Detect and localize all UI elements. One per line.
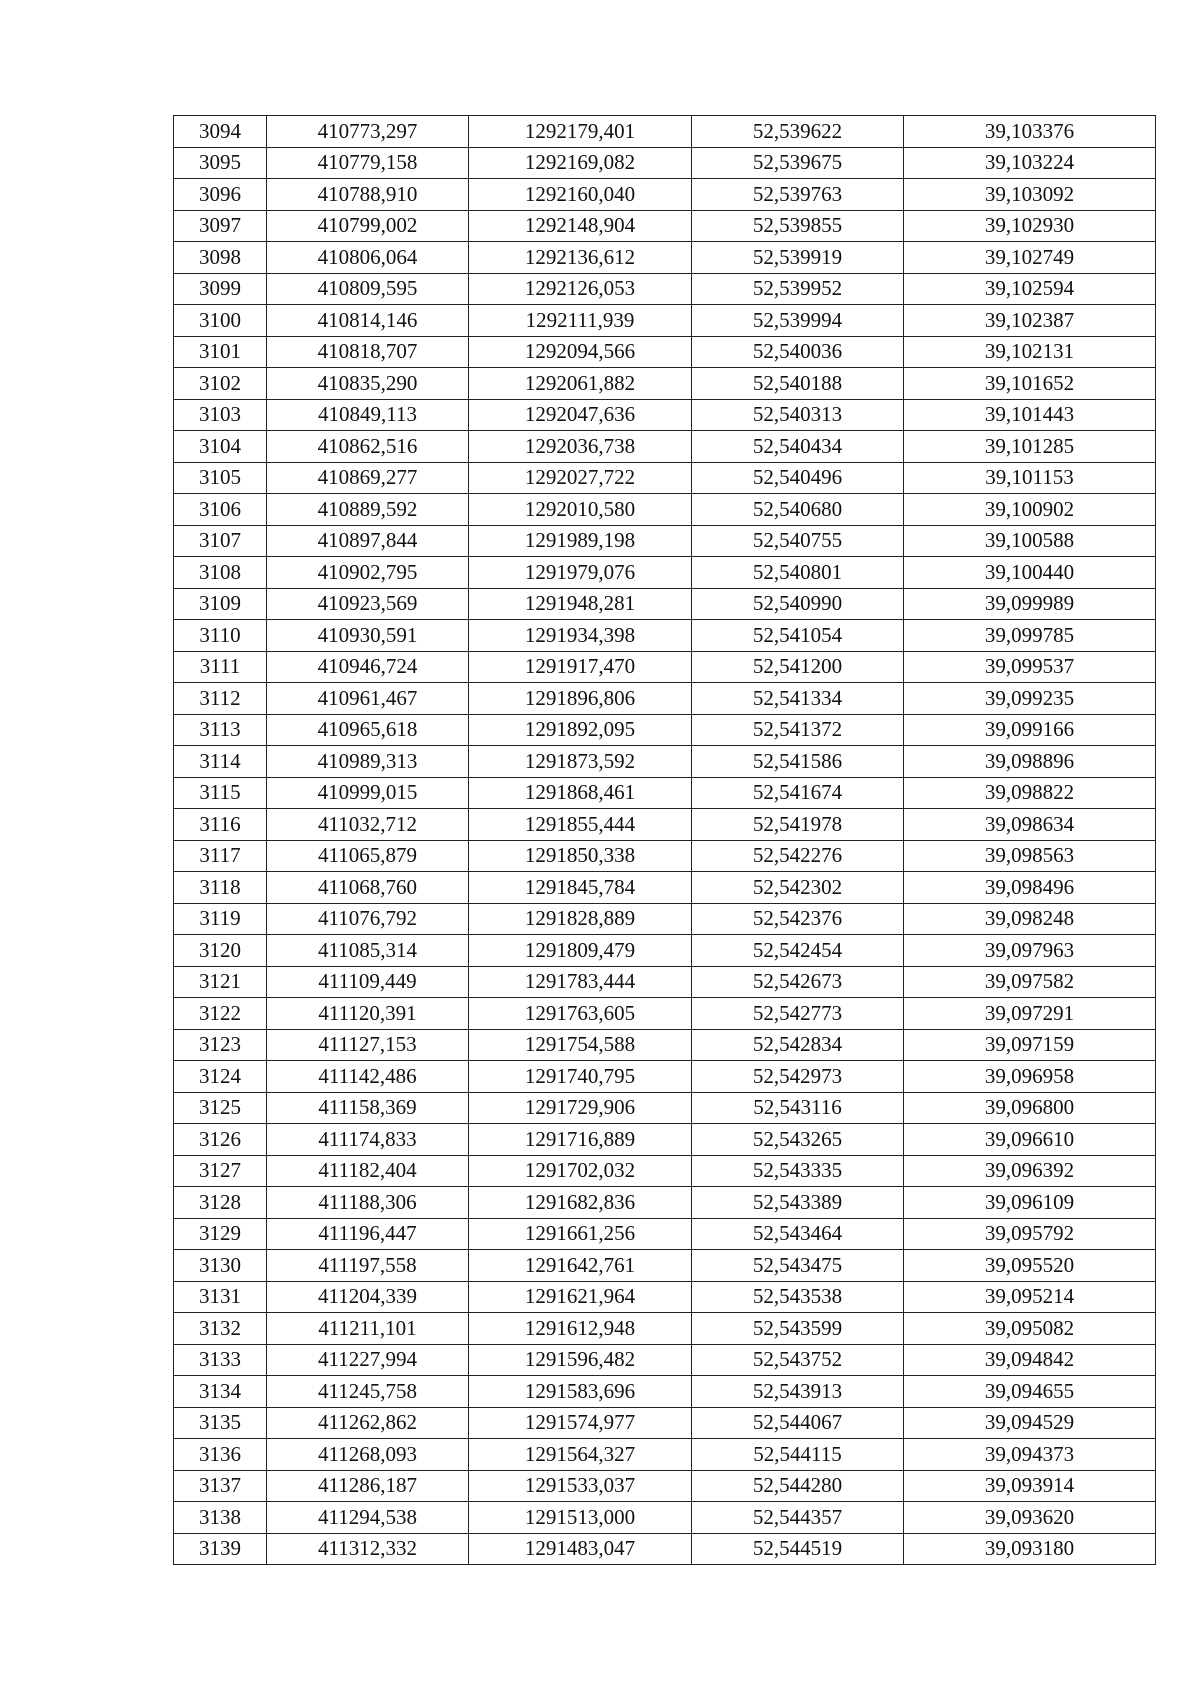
latitude-cell: 52,540434: [692, 431, 904, 463]
point-number-cell: 3136: [174, 1439, 267, 1471]
latitude-cell: 52,541054: [692, 620, 904, 652]
point-number-cell: 3138: [174, 1502, 267, 1534]
y-coordinate-cell: 1291828,889: [469, 903, 692, 935]
table-row: [174, 746, 1156, 778]
latitude-cell: 52,540313: [692, 399, 904, 431]
table-row: [174, 399, 1156, 431]
y-coordinate-cell: 1292094,566: [469, 336, 692, 368]
point-number-cell: 3128: [174, 1187, 267, 1219]
coordinates-table: [173, 115, 1156, 1565]
latitude-cell: 52,539675: [692, 147, 904, 179]
x-coordinate-cell: 411196,447: [267, 1218, 469, 1250]
y-coordinate-cell: 1291809,479: [469, 935, 692, 967]
longitude-cell: 39,095520: [904, 1250, 1156, 1282]
table-row: [174, 809, 1156, 841]
longitude-cell: 39,097582: [904, 966, 1156, 998]
table-row: [174, 1061, 1156, 1093]
y-coordinate-cell: 1291642,761: [469, 1250, 692, 1282]
point-number-cell: 3107: [174, 525, 267, 557]
longitude-cell: 39,098634: [904, 809, 1156, 841]
longitude-cell: 39,100902: [904, 494, 1156, 526]
y-coordinate-cell: 1292160,040: [469, 179, 692, 211]
latitude-cell: 52,541372: [692, 714, 904, 746]
point-number-cell: 3105: [174, 462, 267, 494]
longitude-cell: 39,099166: [904, 714, 1156, 746]
point-number-cell: 3134: [174, 1376, 267, 1408]
point-number-cell: 3112: [174, 683, 267, 715]
longitude-cell: 39,093180: [904, 1533, 1156, 1565]
table-row: [174, 1344, 1156, 1376]
y-coordinate-cell: 1291934,398: [469, 620, 692, 652]
y-coordinate-cell: 1291873,592: [469, 746, 692, 778]
table-row: [174, 431, 1156, 463]
latitude-cell: 52,539994: [692, 305, 904, 337]
longitude-cell: 39,102387: [904, 305, 1156, 337]
table-row: [174, 683, 1156, 715]
x-coordinate-cell: 410989,313: [267, 746, 469, 778]
latitude-cell: 52,541200: [692, 651, 904, 683]
point-number-cell: 3101: [174, 336, 267, 368]
latitude-cell: 52,542302: [692, 872, 904, 904]
y-coordinate-cell: 1291513,000: [469, 1502, 692, 1534]
longitude-cell: 39,094842: [904, 1344, 1156, 1376]
y-coordinate-cell: 1291702,032: [469, 1155, 692, 1187]
longitude-cell: 39,102594: [904, 273, 1156, 305]
latitude-cell: 52,543538: [692, 1281, 904, 1313]
longitude-cell: 39,097963: [904, 935, 1156, 967]
longitude-cell: 39,096109: [904, 1187, 1156, 1219]
x-coordinate-cell: 410806,064: [267, 242, 469, 274]
latitude-cell: 52,543389: [692, 1187, 904, 1219]
x-coordinate-cell: 411120,391: [267, 998, 469, 1030]
table-row: [174, 966, 1156, 998]
point-number-cell: 3097: [174, 210, 267, 242]
coordinates-table-body: [174, 116, 1156, 1565]
table-row: [174, 714, 1156, 746]
table-row: [174, 242, 1156, 274]
x-coordinate-cell: 410818,707: [267, 336, 469, 368]
x-coordinate-cell: 410897,844: [267, 525, 469, 557]
point-number-cell: 3132: [174, 1313, 267, 1345]
longitude-cell: 39,096800: [904, 1092, 1156, 1124]
point-number-cell: 3126: [174, 1124, 267, 1156]
y-coordinate-cell: 1292169,082: [469, 147, 692, 179]
longitude-cell: 39,094655: [904, 1376, 1156, 1408]
table-row: [174, 525, 1156, 557]
point-number-cell: 3111: [174, 651, 267, 683]
table-row: [174, 305, 1156, 337]
point-number-cell: 3115: [174, 777, 267, 809]
point-number-cell: 3135: [174, 1407, 267, 1439]
latitude-cell: 52,543116: [692, 1092, 904, 1124]
point-number-cell: 3122: [174, 998, 267, 1030]
point-number-cell: 3118: [174, 872, 267, 904]
y-coordinate-cell: 1291868,461: [469, 777, 692, 809]
y-coordinate-cell: 1291621,964: [469, 1281, 692, 1313]
longitude-cell: 39,097159: [904, 1029, 1156, 1061]
point-number-cell: 3121: [174, 966, 267, 998]
longitude-cell: 39,099989: [904, 588, 1156, 620]
x-coordinate-cell: 411286,187: [267, 1470, 469, 1502]
point-number-cell: 3095: [174, 147, 267, 179]
latitude-cell: 52,543752: [692, 1344, 904, 1376]
y-coordinate-cell: 1292027,722: [469, 462, 692, 494]
table-row: [174, 336, 1156, 368]
table-row: [174, 935, 1156, 967]
x-coordinate-cell: 410773,297: [267, 116, 469, 148]
y-coordinate-cell: 1291564,327: [469, 1439, 692, 1471]
x-coordinate-cell: 410930,591: [267, 620, 469, 652]
longitude-cell: 39,099537: [904, 651, 1156, 683]
y-coordinate-cell: 1291574,977: [469, 1407, 692, 1439]
point-number-cell: 3117: [174, 840, 267, 872]
x-coordinate-cell: 411211,101: [267, 1313, 469, 1345]
y-coordinate-cell: 1292036,738: [469, 431, 692, 463]
y-coordinate-cell: 1291892,095: [469, 714, 692, 746]
y-coordinate-cell: 1291682,836: [469, 1187, 692, 1219]
latitude-cell: 52,544519: [692, 1533, 904, 1565]
y-coordinate-cell: 1292061,882: [469, 368, 692, 400]
point-number-cell: 3096: [174, 179, 267, 211]
point-number-cell: 3127: [174, 1155, 267, 1187]
x-coordinate-cell: 411204,339: [267, 1281, 469, 1313]
latitude-cell: 52,540755: [692, 525, 904, 557]
table-row: [174, 1313, 1156, 1345]
latitude-cell: 52,541674: [692, 777, 904, 809]
point-number-cell: 3116: [174, 809, 267, 841]
point-number-cell: 3098: [174, 242, 267, 274]
latitude-cell: 52,539855: [692, 210, 904, 242]
table-row: [174, 1187, 1156, 1219]
longitude-cell: 39,099785: [904, 620, 1156, 652]
longitude-cell: 39,095082: [904, 1313, 1156, 1345]
y-coordinate-cell: 1291596,482: [469, 1344, 692, 1376]
longitude-cell: 39,096610: [904, 1124, 1156, 1156]
latitude-cell: 52,543913: [692, 1376, 904, 1408]
latitude-cell: 52,541978: [692, 809, 904, 841]
y-coordinate-cell: 1292047,636: [469, 399, 692, 431]
longitude-cell: 39,098248: [904, 903, 1156, 935]
table-row: [174, 1470, 1156, 1502]
x-coordinate-cell: 410999,015: [267, 777, 469, 809]
point-number-cell: 3133: [174, 1344, 267, 1376]
table-row: [174, 903, 1156, 935]
y-coordinate-cell: 1291533,037: [469, 1470, 692, 1502]
longitude-cell: 39,098563: [904, 840, 1156, 872]
longitude-cell: 39,098896: [904, 746, 1156, 778]
y-coordinate-cell: 1291783,444: [469, 966, 692, 998]
y-coordinate-cell: 1292111,939: [469, 305, 692, 337]
x-coordinate-cell: 411197,558: [267, 1250, 469, 1282]
latitude-cell: 52,540990: [692, 588, 904, 620]
point-number-cell: 3129: [174, 1218, 267, 1250]
longitude-cell: 39,094529: [904, 1407, 1156, 1439]
longitude-cell: 39,101652: [904, 368, 1156, 400]
table-row: [174, 1281, 1156, 1313]
y-coordinate-cell: 1291763,605: [469, 998, 692, 1030]
table-row: [174, 179, 1156, 211]
x-coordinate-cell: 410965,618: [267, 714, 469, 746]
table-row: [174, 998, 1156, 1030]
y-coordinate-cell: 1292136,612: [469, 242, 692, 274]
table-row: [174, 494, 1156, 526]
x-coordinate-cell: 411182,404: [267, 1155, 469, 1187]
x-coordinate-cell: 410923,569: [267, 588, 469, 620]
latitude-cell: 52,542276: [692, 840, 904, 872]
latitude-cell: 52,544280: [692, 1470, 904, 1502]
x-coordinate-cell: 411127,153: [267, 1029, 469, 1061]
table-row: [174, 368, 1156, 400]
table-row: [174, 777, 1156, 809]
latitude-cell: 52,542673: [692, 966, 904, 998]
point-number-cell: 3123: [174, 1029, 267, 1061]
y-coordinate-cell: 1291612,948: [469, 1313, 692, 1345]
x-coordinate-cell: 410961,467: [267, 683, 469, 715]
point-number-cell: 3108: [174, 557, 267, 589]
x-coordinate-cell: 410946,724: [267, 651, 469, 683]
table-row: [174, 1250, 1156, 1282]
x-coordinate-cell: 410814,146: [267, 305, 469, 337]
y-coordinate-cell: 1291583,696: [469, 1376, 692, 1408]
y-coordinate-cell: 1291917,470: [469, 651, 692, 683]
table-row: [174, 147, 1156, 179]
x-coordinate-cell: 411268,093: [267, 1439, 469, 1471]
table-row: [174, 1502, 1156, 1534]
x-coordinate-cell: 410862,516: [267, 431, 469, 463]
longitude-cell: 39,098822: [904, 777, 1156, 809]
point-number-cell: 3102: [174, 368, 267, 400]
x-coordinate-cell: 410849,113: [267, 399, 469, 431]
point-number-cell: 3119: [174, 903, 267, 935]
x-coordinate-cell: 410809,595: [267, 273, 469, 305]
table-row: [174, 1155, 1156, 1187]
x-coordinate-cell: 410902,795: [267, 557, 469, 589]
y-coordinate-cell: 1291716,889: [469, 1124, 692, 1156]
y-coordinate-cell: 1292179,401: [469, 116, 692, 148]
longitude-cell: 39,093620: [904, 1502, 1156, 1534]
x-coordinate-cell: 411245,758: [267, 1376, 469, 1408]
point-number-cell: 3130: [174, 1250, 267, 1282]
latitude-cell: 52,544115: [692, 1439, 904, 1471]
x-coordinate-cell: 410835,290: [267, 368, 469, 400]
longitude-cell: 39,100588: [904, 525, 1156, 557]
table-row: [174, 1124, 1156, 1156]
point-number-cell: 3124: [174, 1061, 267, 1093]
y-coordinate-cell: 1291896,806: [469, 683, 692, 715]
latitude-cell: 52,544357: [692, 1502, 904, 1534]
latitude-cell: 52,541586: [692, 746, 904, 778]
y-coordinate-cell: 1291850,338: [469, 840, 692, 872]
point-number-cell: 3113: [174, 714, 267, 746]
table-row: [174, 1092, 1156, 1124]
x-coordinate-cell: 411109,449: [267, 966, 469, 998]
x-coordinate-cell: 410869,277: [267, 462, 469, 494]
longitude-cell: 39,103224: [904, 147, 1156, 179]
x-coordinate-cell: 410889,592: [267, 494, 469, 526]
table-row: [174, 1439, 1156, 1471]
latitude-cell: 52,542773: [692, 998, 904, 1030]
latitude-cell: 52,543265: [692, 1124, 904, 1156]
latitude-cell: 52,542454: [692, 935, 904, 967]
table-row: [174, 840, 1156, 872]
latitude-cell: 52,540496: [692, 462, 904, 494]
x-coordinate-cell: 411312,332: [267, 1533, 469, 1565]
latitude-cell: 52,539763: [692, 179, 904, 211]
latitude-cell: 52,542376: [692, 903, 904, 935]
y-coordinate-cell: 1291989,198: [469, 525, 692, 557]
x-coordinate-cell: 411085,314: [267, 935, 469, 967]
latitude-cell: 52,543335: [692, 1155, 904, 1187]
latitude-cell: 52,540188: [692, 368, 904, 400]
latitude-cell: 52,543599: [692, 1313, 904, 1345]
x-coordinate-cell: 410788,910: [267, 179, 469, 211]
y-coordinate-cell: 1291729,906: [469, 1092, 692, 1124]
latitude-cell: 52,539952: [692, 273, 904, 305]
table-row: [174, 462, 1156, 494]
longitude-cell: 39,102131: [904, 336, 1156, 368]
y-coordinate-cell: 1291979,076: [469, 557, 692, 589]
longitude-cell: 39,103092: [904, 179, 1156, 211]
latitude-cell: 52,543475: [692, 1250, 904, 1282]
longitude-cell: 39,097291: [904, 998, 1156, 1030]
point-number-cell: 3137: [174, 1470, 267, 1502]
y-coordinate-cell: 1291845,784: [469, 872, 692, 904]
longitude-cell: 39,102930: [904, 210, 1156, 242]
y-coordinate-cell: 1291483,047: [469, 1533, 692, 1565]
longitude-cell: 39,094373: [904, 1439, 1156, 1471]
longitude-cell: 39,095214: [904, 1281, 1156, 1313]
point-number-cell: 3131: [174, 1281, 267, 1313]
point-number-cell: 3099: [174, 273, 267, 305]
longitude-cell: 39,096392: [904, 1155, 1156, 1187]
longitude-cell: 39,101285: [904, 431, 1156, 463]
longitude-cell: 39,093914: [904, 1470, 1156, 1502]
table-row: [174, 651, 1156, 683]
point-number-cell: 3104: [174, 431, 267, 463]
x-coordinate-cell: 410779,158: [267, 147, 469, 179]
y-coordinate-cell: 1292126,053: [469, 273, 692, 305]
point-number-cell: 3120: [174, 935, 267, 967]
latitude-cell: 52,540036: [692, 336, 904, 368]
longitude-cell: 39,101443: [904, 399, 1156, 431]
longitude-cell: 39,101153: [904, 462, 1156, 494]
point-number-cell: 3110: [174, 620, 267, 652]
longitude-cell: 39,098496: [904, 872, 1156, 904]
longitude-cell: 39,096958: [904, 1061, 1156, 1093]
table-row: [174, 588, 1156, 620]
latitude-cell: 52,541334: [692, 683, 904, 715]
latitude-cell: 52,540801: [692, 557, 904, 589]
x-coordinate-cell: 411076,792: [267, 903, 469, 935]
y-coordinate-cell: 1291740,795: [469, 1061, 692, 1093]
x-coordinate-cell: 411294,538: [267, 1502, 469, 1534]
point-number-cell: 3100: [174, 305, 267, 337]
x-coordinate-cell: 411262,862: [267, 1407, 469, 1439]
y-coordinate-cell: 1291754,588: [469, 1029, 692, 1061]
longitude-cell: 39,099235: [904, 683, 1156, 715]
y-coordinate-cell: 1292148,904: [469, 210, 692, 242]
x-coordinate-cell: 411188,306: [267, 1187, 469, 1219]
table-row: [174, 1407, 1156, 1439]
x-coordinate-cell: 411158,369: [267, 1092, 469, 1124]
y-coordinate-cell: 1291948,281: [469, 588, 692, 620]
table-row: [174, 273, 1156, 305]
latitude-cell: 52,542834: [692, 1029, 904, 1061]
latitude-cell: 52,544067: [692, 1407, 904, 1439]
table-row: [174, 1029, 1156, 1061]
latitude-cell: 52,539622: [692, 116, 904, 148]
point-number-cell: 3114: [174, 746, 267, 778]
x-coordinate-cell: 411227,994: [267, 1344, 469, 1376]
point-number-cell: 3106: [174, 494, 267, 526]
table-row: [174, 1376, 1156, 1408]
y-coordinate-cell: 1291661,256: [469, 1218, 692, 1250]
longitude-cell: 39,103376: [904, 116, 1156, 148]
table-row: [174, 1533, 1156, 1565]
table-row: [174, 620, 1156, 652]
point-number-cell: 3109: [174, 588, 267, 620]
point-number-cell: 3125: [174, 1092, 267, 1124]
x-coordinate-cell: 411142,486: [267, 1061, 469, 1093]
latitude-cell: 52,539919: [692, 242, 904, 274]
table-row: [174, 557, 1156, 589]
y-coordinate-cell: 1292010,580: [469, 494, 692, 526]
latitude-cell: 52,540680: [692, 494, 904, 526]
table-row: [174, 1218, 1156, 1250]
table-row: [174, 210, 1156, 242]
point-number-cell: 3094: [174, 116, 267, 148]
point-number-cell: 3103: [174, 399, 267, 431]
x-coordinate-cell: 411065,879: [267, 840, 469, 872]
longitude-cell: 39,100440: [904, 557, 1156, 589]
y-coordinate-cell: 1291855,444: [469, 809, 692, 841]
x-coordinate-cell: 411068,760: [267, 872, 469, 904]
x-coordinate-cell: 411174,833: [267, 1124, 469, 1156]
table-row: [174, 872, 1156, 904]
point-number-cell: 3139: [174, 1533, 267, 1565]
table-row: [174, 116, 1156, 148]
x-coordinate-cell: 410799,002: [267, 210, 469, 242]
longitude-cell: 39,095792: [904, 1218, 1156, 1250]
latitude-cell: 52,542973: [692, 1061, 904, 1093]
latitude-cell: 52,543464: [692, 1218, 904, 1250]
longitude-cell: 39,102749: [904, 242, 1156, 274]
x-coordinate-cell: 411032,712: [267, 809, 469, 841]
